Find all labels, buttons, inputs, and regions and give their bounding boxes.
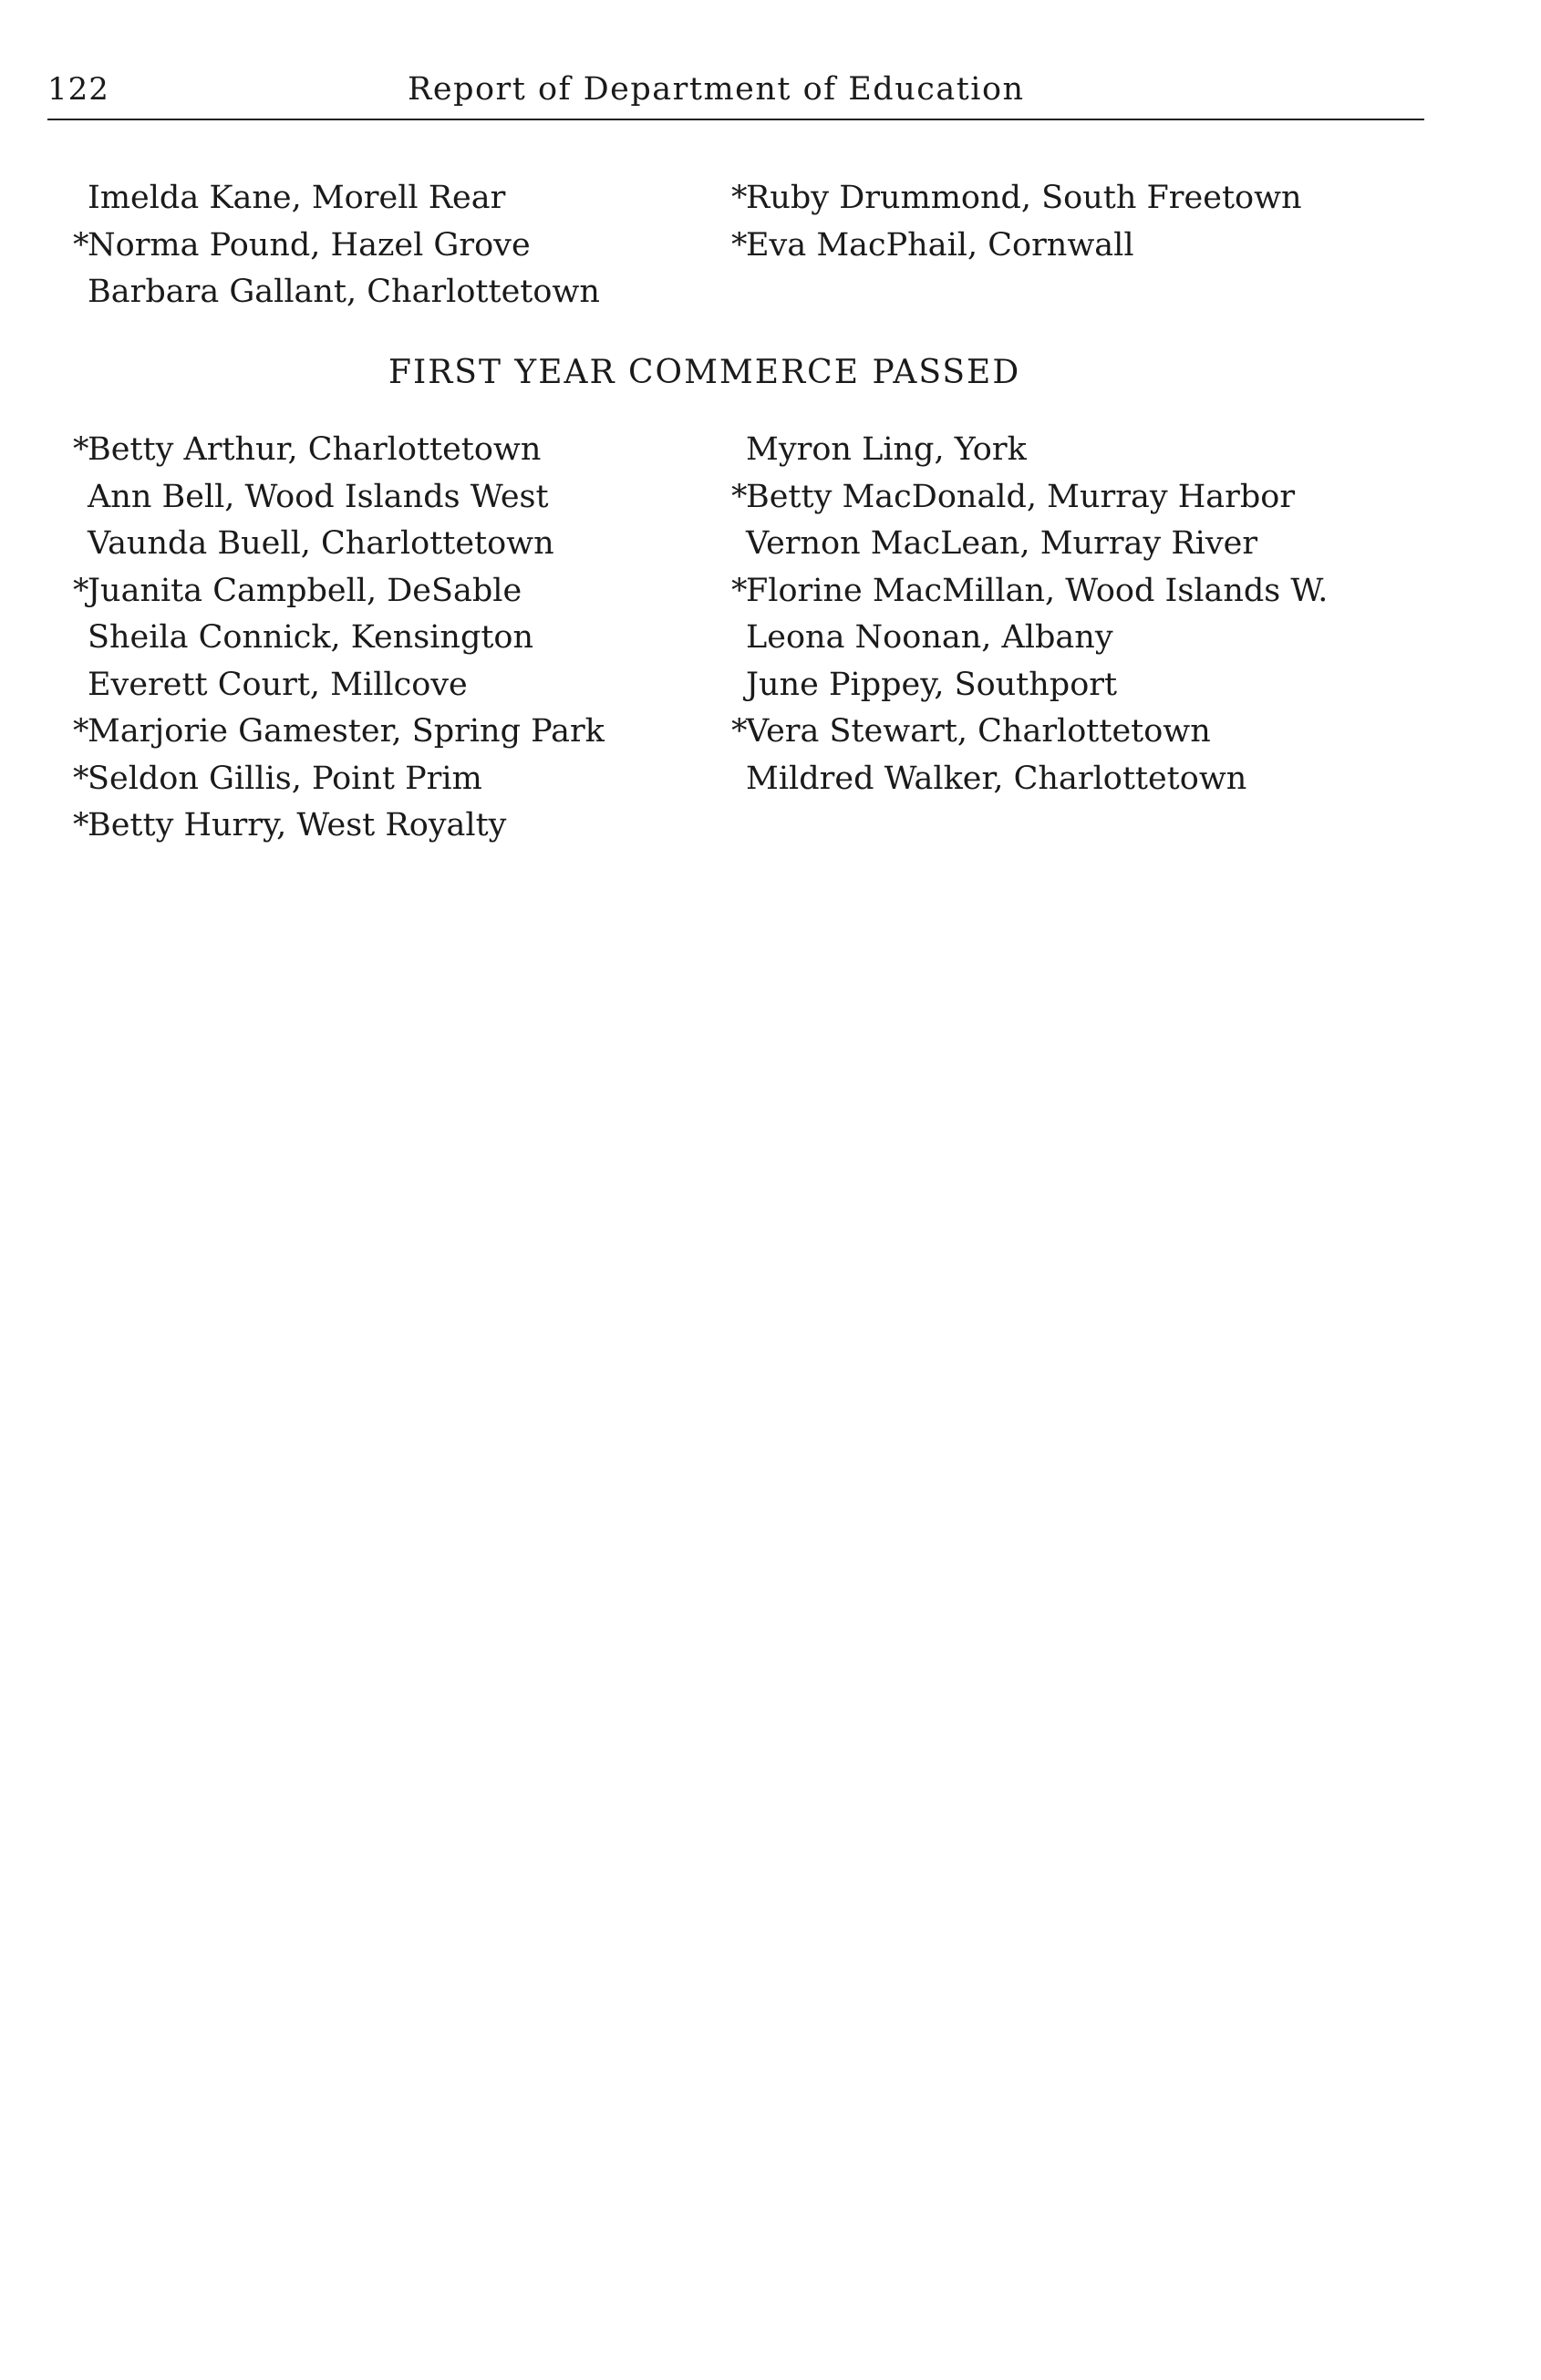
list-item: Sheila Connick, Kensington [88, 619, 534, 656]
running-title: Report of Department of Education [408, 71, 1025, 108]
asterisk-marker: * [731, 226, 748, 264]
section-heading: FIRST YEAR COMMERCE PASSED [388, 354, 1021, 391]
continued-list-left [73, 175, 600, 316]
asterisk-marker: * [73, 431, 89, 468]
asterisk-marker: * [73, 713, 89, 750]
list-item: *Ruby Drummond, South Freetown [746, 175, 1302, 222]
asterisk-marker: * [73, 760, 89, 797]
asterisk-marker: * [73, 226, 89, 264]
list-item: Imelda Kane, Morell Rear [88, 180, 506, 216]
list-item: Ann Bell, Wood Islands West [88, 478, 549, 515]
list-item: *Betty Arthur, Charlottetown [88, 427, 605, 474]
list-item: *Seldon Gillis, Point Prim [88, 756, 605, 803]
asterisk-marker: * [731, 713, 748, 750]
list-item: June Pippey, Southport [746, 666, 1118, 703]
asterisk-marker: * [731, 180, 748, 216]
list-item: *Betty MacDonald, Murray Harbor [746, 474, 1328, 522]
list-item: Leona Noonan, Albany [746, 619, 1113, 656]
asterisk-marker: * [73, 807, 89, 843]
list-item: *Betty Hurry, West Royalty [88, 802, 605, 850]
list-item: *Eva MacPhail, Cornwall [746, 222, 1302, 270]
commerce-list-right [731, 427, 1329, 802]
asterisk-marker: * [731, 478, 748, 515]
list-item: *Juanita Campbell, DeSable [88, 568, 605, 616]
continued-list-right [731, 175, 1302, 269]
asterisk-marker: * [73, 572, 89, 609]
page-header [47, 64, 1424, 120]
list-item: Mildred Walker, Charlottetown [746, 760, 1247, 797]
list-item: *Florine MacMillan, Wood Islands W. [746, 568, 1328, 616]
list-item: Everett Court, Millcove [88, 666, 468, 703]
list-item: Vernon MacLean, Murray River [746, 525, 1258, 562]
list-item: Barbara Gallant, Charlottetown [88, 274, 600, 310]
list-item: Vaunda Buell, Charlottetown [88, 525, 554, 562]
commerce-list-left [73, 427, 605, 850]
page-number: 122 [47, 71, 109, 108]
asterisk-marker: * [731, 572, 748, 609]
list-item: *Marjorie Gamester, Spring Park [88, 709, 605, 756]
list-item: Myron Ling, York [746, 431, 1027, 468]
list-item: *Norma Pound, Hazel Grove [88, 222, 600, 270]
list-item: *Vera Stewart, Charlottetown [746, 709, 1328, 756]
